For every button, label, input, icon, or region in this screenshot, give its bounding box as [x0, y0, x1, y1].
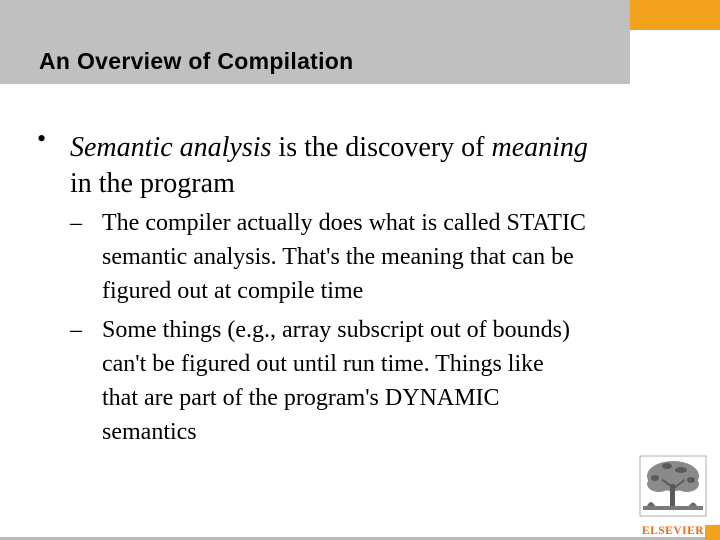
slide-title: An Overview of Compilation — [39, 48, 354, 74]
sub-bullet-line: semantics — [102, 419, 197, 445]
main-bullet-line-2: in the program — [70, 168, 235, 199]
sub-bullet-line: figured out at compile time — [102, 278, 364, 304]
sub-bullet-line: Some things (e.g., array subscript out of bounds) — [102, 317, 570, 343]
sub-bullet-line: that are part of the program's DYNAMIC — [102, 385, 500, 411]
bullet-mid-text: is the discovery of — [271, 132, 492, 163]
emphasis-meaning: meaning — [491, 132, 588, 163]
elsevier-logo — [637, 454, 709, 540]
dash-symbol: – — [70, 317, 82, 343]
bullet-symbol: • — [37, 124, 47, 153]
main-bullet — [70, 130, 710, 202]
emphasis-semantic-analysis: Semantic analysis — [70, 132, 272, 163]
dash-symbol: – — [70, 210, 82, 236]
accent-block-bottom — [705, 525, 720, 540]
sub-bullet-1-text — [102, 206, 586, 308]
main-bullet-line-1 — [70, 130, 710, 166]
logo-wordmark: ELSEVIER — [641, 525, 705, 537]
sub-bullet-line: The compiler actually does what is called STATIC — [102, 210, 586, 236]
sub-bullet-2-text — [102, 313, 570, 449]
sub-bullet-line: can't be figured out until run time. Things like — [102, 351, 544, 377]
sub-bullet-line: semantic analysis. That's the meaning that can be — [102, 244, 574, 270]
